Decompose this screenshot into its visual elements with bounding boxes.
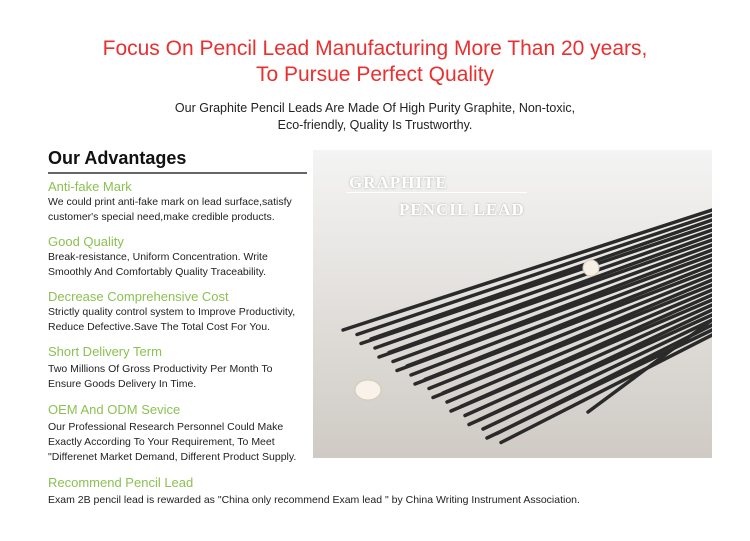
item-text: Strictly quality control system to Improve Productivity, Reduce Defective.Save The Total Cost For You. [48, 306, 296, 333]
pearl-icon [583, 260, 599, 276]
item-heading: Anti-fake Mark [48, 179, 132, 194]
item-heading: Short Delivery Term [48, 344, 162, 359]
item-text: Break-resistance, Uniform Concentration. Write Smoothly And Comfortably Quality Traceability. [48, 251, 268, 278]
page-title-line-2: To Pursue Perfect Quality [255, 63, 495, 86]
pearl-icon [355, 380, 381, 400]
item-heading: Recommend Pencil Lead [48, 475, 194, 490]
page-title-line-1: Focus On Pencil Lead Manufacturing More Than 20 years, [102, 37, 648, 60]
photo-caption-2: PENCIL LEAD [399, 200, 525, 219]
item-text: We could print anti-fake mark on lead surface,satisfy customer's special need,make credible products. [48, 196, 292, 223]
heading-divider [48, 172, 307, 174]
photo-caption-1: GRAPHITE [349, 173, 448, 192]
lead-stick [483, 320, 712, 429]
subtitle-line-1: Our Graphite Pencil Leads Are Made Of High Purity Graphite, Non-toxic, [174, 101, 576, 115]
subtitle-line-2: Eco-friendly, Quality Is Trustworthy. [277, 118, 473, 132]
photo-caption-line [347, 192, 527, 193]
lead-stick [379, 240, 712, 357]
item-text: Exam 2B pencil lead is rewarded as "China only recommend Exam lead " by China Writing Instrument Association. [48, 494, 580, 506]
pencil-lead-photo [313, 150, 712, 458]
item-heading: Decrease Comprehensive Cost [48, 289, 229, 304]
item-text: Two Millions Of Gross Productivity Per Month To Ensure Goods Delivery In Time. [48, 363, 273, 390]
item-heading: Good Quality [48, 234, 124, 249]
item-text: Our Professional Research Personnel Could Make Exactly According To Your Requirement, To Meet "Differenet Market Demand, Different Product Supply. [48, 421, 297, 463]
item-heading: OEM And ODM Sevice [48, 402, 181, 417]
pencil-leads-illustration [313, 150, 712, 458]
advantages-heading: Our Advantages [48, 148, 187, 168]
